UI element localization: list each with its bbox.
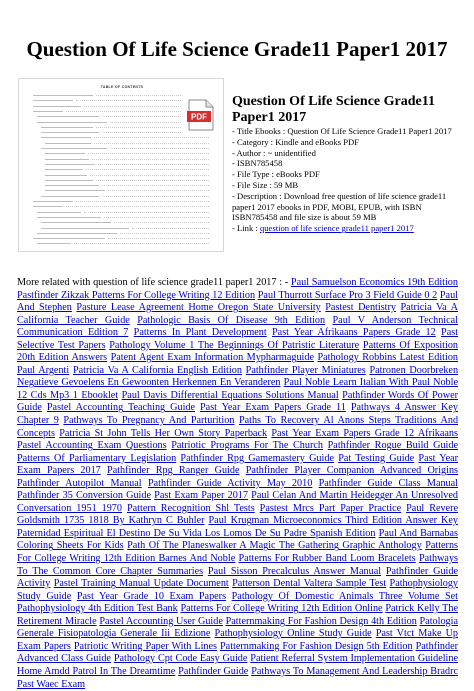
toc-line xyxy=(33,106,81,107)
related-link[interactable]: Pathfinder Guide xyxy=(178,665,249,677)
related-link[interactable]: Pattern Recognition Shl Tests xyxy=(126,502,255,514)
document-thumbnail xyxy=(18,78,224,252)
toc-dots xyxy=(88,153,209,154)
related-link[interactable]: Pathfinder Guide Activity xyxy=(17,565,458,590)
toc-line xyxy=(45,180,93,181)
related-link[interactable]: Pastel Accounting Teaching Guide xyxy=(46,402,196,414)
toc-line xyxy=(37,212,81,213)
toc-line xyxy=(41,137,91,138)
related-link[interactable]: Past Selective Test Papers xyxy=(17,327,459,351)
related-link[interactable]: Pathfinder Words Of Power Guide xyxy=(17,389,459,414)
related-link[interactable]: Home Amdd Patrol In The Dreamtime xyxy=(17,665,176,677)
toc-dots xyxy=(66,206,209,207)
related-link[interactable]: Patterns Of Parliamentary Legislation xyxy=(17,452,177,464)
related-link[interactable]: Past Vtct Make Up Exam Papers xyxy=(17,628,459,652)
related-link[interactable]: Past Year Exam Papers Grade 11 xyxy=(200,402,346,414)
toc-dots xyxy=(94,143,209,144)
toc-dots xyxy=(96,127,181,128)
related-link[interactable]: Pathophysiology Study Guide xyxy=(17,578,459,602)
toc-line xyxy=(45,153,85,154)
toc-dots xyxy=(114,222,209,223)
toc-title: TABLE OF CONTENTS xyxy=(100,85,144,89)
related-link[interactable]: Patterns For Rubber Band Loom Bracelets xyxy=(238,553,416,565)
toc-dots xyxy=(132,228,209,229)
toc-line xyxy=(45,190,105,191)
toc-line xyxy=(33,95,93,96)
related-link[interactable]: Patriotic Programs For The Church xyxy=(171,440,324,452)
info-line: - Author : ~ unidentified xyxy=(232,147,316,158)
related-link[interactable]: Paternidad Espiritual El Destino De Su Vida Los Lomos De Su Padre Spanish Edition xyxy=(17,527,376,539)
related-link[interactable]: Pathways 4 Answer Key Chapter 9 xyxy=(17,402,459,427)
toc-line xyxy=(37,233,117,234)
related-link[interactable]: Pathways To Pregnancy And Parturition xyxy=(63,415,235,427)
page-title: Question Of Life Science Grade11 Paper1 2017 xyxy=(26,37,448,61)
related-link[interactable]: Past Exam Paper 2017 xyxy=(154,490,248,502)
toc-line xyxy=(45,185,99,186)
toc-line xyxy=(45,164,95,165)
related-link[interactable]: Paul V Anderson Technical Communication Edition 7 xyxy=(17,314,458,339)
related-link[interactable]: Patterns Of Exposition 20th Edition Answers xyxy=(17,339,459,364)
related-link[interactable]: Patricia St John Tells Her Own Story Paperback xyxy=(59,427,268,439)
related-link[interactable]: Pastel Accounting Exam Questions xyxy=(17,440,167,452)
related-intro: More related with question of life science grade11 paper1 2017 : - xyxy=(17,277,291,288)
related-link[interactable]: Patricia Va A California Teacher Guide xyxy=(17,302,459,326)
related-link[interactable]: Pat Testing Guide xyxy=(338,452,415,464)
related-link[interactable]: Pathfinder Player Miniatures xyxy=(245,364,366,376)
info-link-line xyxy=(232,223,464,234)
info-line: - File Type : eBooks PDF xyxy=(232,169,320,180)
toc-line xyxy=(41,132,99,133)
related-link[interactable]: Patterns For College Writing 12th Edition Barnes And Noble xyxy=(17,540,459,565)
info-heading: Question Of Life Science Grade11 Paper1 2017 xyxy=(232,94,435,125)
related-link[interactable]: Paul Samuelson Economics 19th Edition xyxy=(290,277,458,288)
related-link[interactable]: Past Waec Exam xyxy=(17,678,86,690)
related-link[interactable]: Pathfinder Player Companion Advanced Origins xyxy=(245,465,459,477)
toc-dots xyxy=(84,212,209,213)
related-link[interactable]: Patologia Generale Fisiopatologia Generale Iii Edizione xyxy=(17,615,458,640)
toc-dots xyxy=(90,175,209,176)
toc-line xyxy=(45,143,91,144)
related-link[interactable]: Path Of The Planeswalker A Magic The Gathering Graphic Anthology xyxy=(127,540,422,552)
info-line: - Title Ebooks : Question Of Life Science Grade11 Paper1 2017 xyxy=(232,126,452,136)
related-link[interactable]: Patient Referral System Implementation Guideline xyxy=(250,653,458,665)
download-link[interactable]: question of life science grade11 paper1 2017 xyxy=(259,223,414,234)
related-link[interactable]: Patriotic Writing Paper With Lines xyxy=(73,640,218,652)
related-links xyxy=(17,277,458,691)
related-link[interactable]: Pathophysiology 4th Edition Test Bank xyxy=(17,603,178,615)
related-link[interactable]: Past Year Exam Papers Grade 12 Afrikaans xyxy=(271,427,458,439)
related-link[interactable]: Paul Revere Goldsmith 1735 1818 By Kathryn C Buhler xyxy=(17,502,459,527)
related-link[interactable]: Pathology Volume 1 The Beginnings Of Patristic Literature xyxy=(109,339,360,351)
related-link[interactable]: Past Year Grade 10 Exam Papers xyxy=(76,590,227,602)
toc-line xyxy=(41,222,111,223)
related-link[interactable]: Paul Celan And Martin Heidegger An Unresolved Conversation 1951 1970 xyxy=(17,490,459,514)
related-link[interactable]: Paul Davis Differential Equations Solutions Manual xyxy=(121,389,339,401)
link-prefix: - Link : xyxy=(232,223,260,234)
related-link[interactable]: Patterson Dental Valtera Sample Test xyxy=(232,578,387,590)
related-link[interactable]: Pathology Cpt Code Easy Guide xyxy=(113,653,248,665)
related-link[interactable]: Pathfinder Guide Activity May 2010 xyxy=(147,477,313,489)
related-link[interactable]: Pathophysiology Online Study Guide xyxy=(214,628,372,640)
info-line: - Description : Download free question of life science grade11 paper1 2017 ebooks in PDF, MOBI, EPUB, with ISBN ISBN785458 and file size is about 59 MB xyxy=(232,190,447,223)
related-link[interactable]: Pathfinder Autopilot Manual xyxy=(17,477,142,489)
related-link[interactable]: Patrick Kelly The Retirement Miracle xyxy=(17,603,459,627)
related-link[interactable]: Paths To Recovery Al Anons Steps Traditions And Concepts xyxy=(17,415,459,439)
related-link[interactable]: Pastel Training Manual Update Document xyxy=(53,578,229,590)
pdf-label: PDF xyxy=(191,112,207,122)
toc-dots xyxy=(76,201,209,202)
related-link[interactable]: Patternmaking For Fashion Design 4th Edition xyxy=(225,615,417,627)
toc-dots xyxy=(74,243,209,244)
related-link[interactable]: Pathways To The Common Core Chapter Summaries xyxy=(17,553,459,577)
toc-line xyxy=(37,243,71,244)
related-link[interactable]: Pathfinder Rogue Build Guide xyxy=(327,440,459,452)
related-link[interactable]: Pathfinder Guide Class Manual xyxy=(318,477,459,489)
related-link[interactable]: Pathfinder Advanced Class Guide xyxy=(17,640,459,665)
related-link[interactable]: Patronen Doorbreken Negatieve Gevoelens En Gewoonten Herkennen En Veranderen xyxy=(17,364,459,389)
related-link[interactable]: Pathfinder Rpg Ranger Guide xyxy=(107,465,240,477)
toc-dots xyxy=(92,159,209,160)
related-link[interactable]: Paul Argenti xyxy=(17,364,70,376)
related-link[interactable]: Past Year Exam Papers 2017 xyxy=(17,452,459,477)
related-link[interactable]: Pathologic Basis Of Disease 9th Edition xyxy=(137,314,326,326)
toc-line xyxy=(41,148,107,149)
toc-dots xyxy=(104,217,209,218)
toc-dots xyxy=(98,164,209,165)
related-link[interactable]: Paul Sisson Precalculus Answer Manual xyxy=(207,565,382,577)
related-link[interactable]: Paul Krugman Microeconomics Third Edition Answer Key xyxy=(208,515,459,527)
related-link[interactable]: Pathfinder 35 Conversion Guide xyxy=(17,490,151,502)
related-link[interactable]: Past Year Afrikaans Papers Grade 12 xyxy=(272,327,436,339)
related-link[interactable]: Patricia Va A California English Edition xyxy=(72,364,242,376)
toc-dots xyxy=(76,100,181,101)
related-link[interactable]: Patterns In Plant Development xyxy=(133,327,267,339)
toc-line xyxy=(33,201,73,202)
related-link[interactable]: Pathology Of Domestic Animals Three Volume Set xyxy=(231,590,459,602)
toc-dots xyxy=(102,116,181,117)
toc-dots xyxy=(86,169,209,170)
related-link[interactable]: Pathology Robbins Latest Edition xyxy=(317,352,459,364)
toc-dots xyxy=(96,95,181,96)
ebook-info xyxy=(232,94,464,234)
related-link[interactable]: Pastfinder Zikzak Patterns For College Writing 12 Edition xyxy=(17,289,256,301)
toc-dots xyxy=(94,137,209,138)
toc-dots xyxy=(110,148,209,149)
toc-dots xyxy=(108,190,209,191)
toc-line xyxy=(37,116,99,117)
related-link[interactable]: Patternmaking For Fashion Design 5th Edition xyxy=(220,640,413,652)
toc-line xyxy=(33,238,105,239)
related-link[interactable]: Pastel Accounting User Guide xyxy=(99,615,223,627)
toc-line xyxy=(41,196,99,197)
toc-line xyxy=(37,217,101,218)
toc-line xyxy=(45,159,89,160)
toc-line xyxy=(33,206,63,207)
related-link[interactable]: Pastest Mrcs Part Paper Practice xyxy=(259,502,402,514)
related-link[interactable]: Pasture Lease Agreement Home Oregon State University xyxy=(76,302,321,314)
toc-line xyxy=(33,100,73,101)
related-link[interactable]: Paul Thurrott Surface Pro 3 Field Guide 0 2 xyxy=(257,289,438,301)
related-link[interactable]: Paul Noble Learn Italian With Paul Noble 12 Cds Mp3 1 Ebooklet xyxy=(17,377,458,401)
toc-dots xyxy=(96,180,209,181)
info-details xyxy=(232,126,464,223)
toc-dots xyxy=(110,122,181,123)
toc-line xyxy=(45,175,87,176)
toc-dots xyxy=(102,132,181,133)
related-link[interactable]: Paul And Barnabas Coloring Sheets For Kids xyxy=(17,527,458,552)
info-line: - File Size : 59 MB xyxy=(232,179,299,190)
toc-line xyxy=(33,111,63,112)
toc-line xyxy=(37,122,107,123)
info-line: - Category : Kindle and eBooks PDF xyxy=(232,136,359,147)
info-line: - ISBN785458 xyxy=(232,158,283,169)
toc-dots xyxy=(84,106,181,107)
pdf-icon xyxy=(187,99,215,131)
toc-dots xyxy=(102,196,209,197)
toc-dots xyxy=(66,111,181,112)
related-link[interactable]: Pastest Dentistry xyxy=(325,302,396,314)
toc-line xyxy=(45,169,83,170)
related-link[interactable]: Patent Agent Exam Information Mypharmaguide xyxy=(110,352,314,364)
toc-dots xyxy=(108,238,209,239)
related-link[interactable]: Patterns For College Writing 12th Edition Online xyxy=(180,603,383,615)
toc-line xyxy=(41,127,93,128)
related-link[interactable]: Pathways To Management And Leadership Bradrc xyxy=(251,665,458,677)
related-link[interactable]: Paul And Stephen xyxy=(17,289,459,314)
toc-dots xyxy=(120,233,209,234)
related-link[interactable]: Pathfinder Rpg Gamemastery Guide xyxy=(180,452,334,464)
toc-dots xyxy=(102,185,209,186)
toc-line xyxy=(41,228,129,229)
